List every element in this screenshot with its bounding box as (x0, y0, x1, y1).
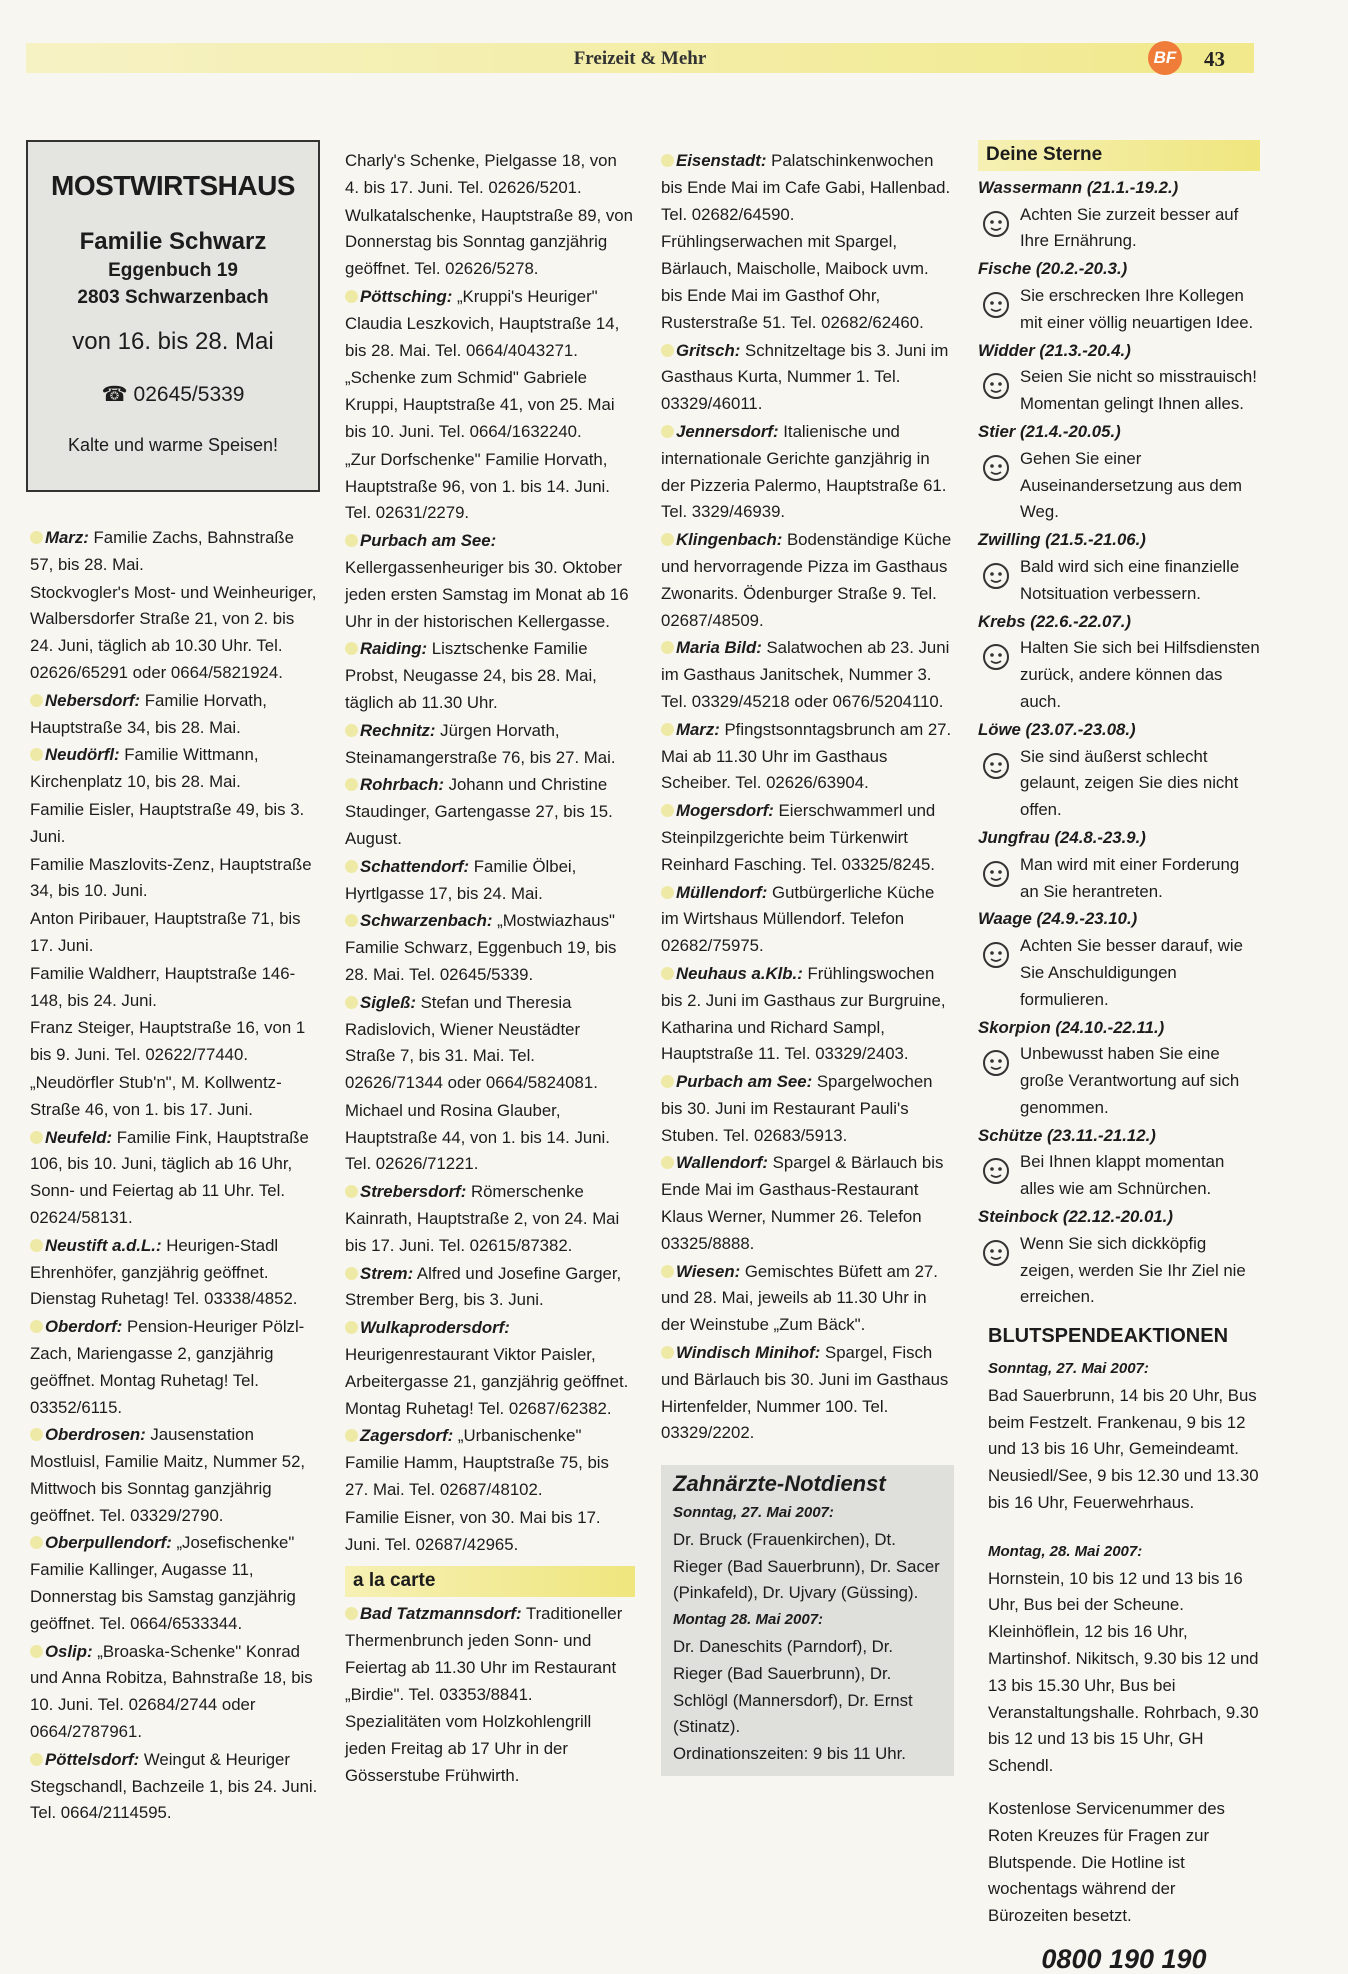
horoscope-sign-text: Bei Ihnen klappt momentan alles wie am Schnürchen. (1020, 1152, 1225, 1199)
hotline-number: 0800 190 190 (1041, 1944, 1207, 1974)
alacarte-list (345, 1601, 635, 1790)
listing-entry (30, 580, 318, 687)
horoscope-sign-name: Waage (24.9.-23.10.) (978, 909, 1138, 929)
listing-entry (661, 635, 954, 715)
listing-text: Frühlingswochen bis 2. Juni im Gasthaus zur Burgruine, Katharina und Richard Sampl, Hauptstraße 11. Tel. 03329/2403. (661, 963, 946, 1064)
listing-entry (30, 1015, 318, 1069)
listing-entry (661, 527, 954, 634)
ad-city: 2803 Schwarzenbach (77, 287, 269, 308)
ad-food: Kalte und warme Speisen! (67, 435, 279, 455)
listing-place: Rohrbach: (345, 775, 444, 794)
sagittarius-icon (980, 1155, 1012, 1187)
listing-text: „Josefischenke" Familie Kallinger, Augasse 11, Donnerstag bis Samstag ganzjährig geöffnet. Tel. 0664/6533344. (30, 1533, 296, 1633)
listing-text: Familie Maszlovits-Zenz, Hauptstraße 34, bis 10. Juni. (30, 854, 312, 901)
listing-text: Gutbürgerliche Küche im Wirtshaus Müllendorf. Telefon 02682/75975. (661, 882, 935, 956)
listing-text: Gemischtes Büfett am 27. und 28. Mai, jeweils ab 11.30 Uhr in der Weinstube „Zum Bäck". (661, 1261, 938, 1335)
blut-date-2: Montag, 28. Mai 2007: (988, 1542, 1143, 1560)
listing-place: Neustift a.d.L.: (30, 1236, 162, 1255)
listing-entry (661, 419, 954, 526)
ad-dates: von 16. bis 28. Mai (72, 328, 274, 355)
zahnarzt-box (661, 1465, 954, 1776)
horoscope-sign-row (978, 852, 1260, 906)
listing-entry (30, 906, 318, 960)
listing-entry (345, 1315, 635, 1422)
horoscope-sign-name: Widder (21.3.-20.4.) (978, 340, 1131, 360)
listing-text: Stefan und Theresia Radislovich, Wiener Neustädter Straße 7, bis 31. Mai. Tel. 02626/71344 oder 0664/5824081. (345, 992, 598, 1093)
listing-text: Familie Horvath, Hauptstraße 34, bis 28. Mai. (30, 690, 267, 737)
listing-text: „Kruppi's Heuriger" Claudia Leszkovich, Hauptstraße 14, bis 28. Mai. Tel. 0664/4043271. (345, 286, 620, 360)
listing-text: Pfingstsonntagsbrunch am 27. Mai ab 11.30 Uhr im Gasthaus Scheiber. Tel. 02626/63904. (661, 719, 952, 793)
zahnarzt-text-1: Dr. Bruck (Frauenkirchen), Dt. Rieger (Bad Sauerbrunn), Dr. Sacer (Pinkafeld), Dr. Ujvary (Güssing). (673, 1529, 940, 1603)
listing-text: „Broaska-Schenke" Konrad und Anna Robitza, Bahnstraße 18, bis 10. Juni. Tel. 02684/2744 oder 0664/2787961. (30, 1641, 313, 1742)
listing-entry (345, 1505, 635, 1559)
listing-text: „Zur Dorfschenke" Familie Horvath, Hauptstraße 96, von 1. bis 14. Juni. Tel. 02631/2279. (345, 449, 610, 523)
horoscope-sign-name: Löwe (23.07.-23.08.) (978, 719, 1136, 739)
listing-text: Familie Wittmann, Kirchenplatz 10, bis 28. Mai. (30, 745, 259, 792)
listing-text: Pension-Heuriger Pölzl-Zach, Mariengasse 2, ganzjährig geöffnet. Montag Ruhetag! Tel. 03352/6115. (30, 1317, 305, 1417)
listing-text: Johann und Christine Staudinger, Gartengasse 27, bis 15. August. (345, 775, 613, 848)
horoscope-sign-name: Jungfrau (24.8.-23.9.) (978, 827, 1146, 847)
listing-entry (345, 990, 635, 1097)
listing-column-3 (661, 148, 954, 1776)
listing-text: Traditioneller Thermenbrunch jeden Sonn- und Feiertag ab 11.30 Uhr im Restaurant „Birdie". Tel. 03353/8841. (345, 1604, 623, 1704)
blut-heading: BLUTSPENDEAKTIONEN (988, 1325, 1229, 1348)
zahnarzt-hours: Ordinationszeiten: 9 bis 11 Uhr. (673, 1744, 906, 1764)
ad-phone: 02645/5339 (133, 383, 245, 406)
listing-entry (30, 797, 318, 851)
listing-place: Maria Bild: (661, 638, 762, 657)
listing-entry (661, 717, 954, 797)
blut-section (988, 1356, 1260, 1973)
listing-entry (30, 1070, 318, 1124)
listing-place: Zagersdorf: (345, 1426, 453, 1445)
horoscope-sign-row (978, 446, 1260, 526)
ad-title: MOSTWIRTSHAUS (51, 170, 295, 201)
listing-place: Purbach am See: (345, 531, 496, 550)
listing-text: „Urbanischenke" Familie Hamm, Hauptstraße 75, bis 27. Mai. Tel. 02687/48102. (345, 1426, 609, 1500)
listing-place: Schattendorf: (345, 857, 469, 876)
blut-text-2: Hornstein, 10 bis 12 und 13 bis 16 Uhr, Bus bei der Scheune. Kleinhöflein, 12 bis 16 Uhr, Martinshof. Nikitsch, 9.30 bis 12 und 13 bis 15.30 Uhr, Bus bei Veranstaltungshalle. Rohrbach, 9.30 bis 12 und 13 bis 15 Uhr, GH Schendl. (988, 1568, 1259, 1776)
listing-text: Michael und Rosina Glauber, Hauptstraße 44, von 1. bis 14. Juni. Tel. 02626/71221. (345, 1100, 610, 1174)
taurus-icon (980, 452, 1012, 484)
listing-text: Spargel & Bärlauch bis Ende Mai im Gasthaus-Restaurant Klaus Werner, Nummer 26. Telefon 03325/8888. (661, 1153, 944, 1253)
listing-place: Windisch Minihof: (661, 1343, 820, 1362)
listing-entry (661, 961, 954, 1068)
listing-place: Strebersdorf: (345, 1182, 466, 1201)
aquarius-icon (980, 208, 1012, 240)
horoscope-sign-text: Unbewusst haben Sie eine große Verantwortung auf sich genommen. (1020, 1044, 1240, 1117)
listing-entry (345, 1098, 635, 1178)
horoscope-sign-row (978, 364, 1260, 418)
listing-text: Salatwochen ab 23. Juni im Gasthaus Janitschek, Nummer 3. Tel. 03329/45218 oder 0676/5204110. (661, 638, 950, 711)
horoscope-sign-name: Schütze (23.11.-21.12.) (978, 1125, 1156, 1145)
listing-text: Alfred und Josefine Garger, Strember Berg, bis 3. Juni. (345, 1263, 622, 1310)
listing-place: Neufeld: (30, 1128, 112, 1147)
scorpio-icon (980, 1047, 1012, 1079)
listing-entry (30, 742, 318, 796)
listing-entry (345, 908, 635, 988)
listing-entry (30, 852, 318, 906)
zahnarzt-title: Zahnärzte-Notdienst (673, 1471, 886, 1497)
listing-entry (345, 203, 635, 283)
zahnarzt-text-2: Dr. Daneschits (Parndorf), Dr. Rieger (Bad Sauerbrunn), Dr. Schlögl (Mannersdorf), Dr. Ernst (Stinatz). (673, 1637, 913, 1737)
listing-entry (30, 1747, 318, 1827)
listing-entry (345, 365, 635, 445)
gemini-icon (980, 560, 1012, 592)
horoscope-sign-row (978, 744, 1260, 824)
listing-text: „Neudörfler Stub'n", M. Kollwentz-Straße 46, von 1. bis 17. Juni. (30, 1072, 282, 1119)
horoscope-sign-name: Zwilling (21.5.-21.06.) (978, 530, 1146, 550)
listing-column-1 (30, 525, 318, 1828)
listing-place: Bad Tatzmannsdorf: (345, 1604, 522, 1623)
listing-text: Italienische und internationale Gerichte ganzjährig in der Pizzeria Palermo, Hauptstraße 61. Tel. 3329/46939. (661, 421, 947, 522)
leo-icon (980, 750, 1012, 782)
listing-text: Bodenständige Küche und hervorragende Pizza im Gasthaus Zwonarits. Ödenburger Straße 9. Tel. 02687/48509. (661, 530, 952, 630)
listing-text: Stockvogler's Most- und Weinheuriger, Walbersdorfer Straße 21, von 2. bis 24. Juni, täglich ab 10.30 Uhr. Tel. 02626/65291 oder 0664/5821924. (30, 582, 317, 682)
horoscope-sign-row (978, 933, 1260, 1013)
blut-info: Kostenlose Servicenummer des Roten Kreuzes für Fragen zur Blutspende. Die Hotline ist wochentags während der Bürozeiten besetzt. (988, 1799, 1225, 1926)
horoscope-sign-text: Wenn Sie sich dickköpfig zeigen, werden Sie Ihr Ziel nie erreichen. (1020, 1233, 1246, 1307)
listing-entry (345, 1601, 635, 1708)
horoscope-sign-row (978, 283, 1260, 337)
listing-text: Lisztschenke Familie Probst, Neugasse 24, bis 28. Mai, täglich ab 11.30 Uhr. (345, 639, 597, 712)
listing-entry (661, 148, 954, 228)
listing-place: Oberdrosen: (30, 1425, 146, 1444)
listing-entry (345, 718, 635, 772)
listing-entry (30, 1314, 318, 1421)
listing-text: Familie Waldherr, Hauptstraße 146-148, bis 24. Juni. (30, 963, 296, 1010)
listing-place: Neuhaus a.Klb.: (661, 964, 803, 983)
listing-text: Römerschenke Kainrath, Hauptstraße 2, von 24. Mai bis 17. Juni. Tel. 02615/87382. (345, 1182, 620, 1255)
listing-entry (661, 338, 954, 418)
listing-text: Spargelwochen bis 30. Juni im Restaurant Pauli's Stuben. Tel. 02683/5913. (661, 1072, 933, 1145)
ad-family: Familie Schwarz (79, 228, 267, 255)
blut-text-1: Bad Sauerbrunn, 14 bis 20 Uhr, Bus beim Festzelt. Frankenau, 9 bis 12 und 13 bis 16 Uhr, Gemeindeamt. Neusiedl/See, 9 bis 12.30 und 13.30 bis 16 Uhr, Feuerwehrhaus. (988, 1385, 1259, 1513)
listing-entry (661, 1259, 954, 1339)
listing-entry (661, 880, 954, 960)
listing-place: Eisenstadt: (661, 151, 766, 170)
listing-text: Charly's Schenke, Pielgasse 18, von 4. bis 17. Juni. Tel. 02626/5201. (345, 151, 617, 197)
horoscope-sign-row (978, 1041, 1260, 1121)
horoscope-sign-row (978, 1231, 1260, 1311)
listing-text: Frühlingserwachen mit Spargel, Bärlauch, Maischolle, Maibock uvm. bis Ende Mai im Gasthof Ohr, Rusterstraße 51. Tel. 02682/62460. (661, 232, 929, 332)
ad-street: Eggenbuch 19 (108, 260, 238, 281)
virgo-icon (980, 858, 1012, 890)
listing-text: Spezialitäten vom Holzkohlengrill jeden Freitag ab 17 Uhr in der Gösserstube Frühwirth. (345, 1712, 592, 1786)
cancer-icon (980, 641, 1012, 673)
listing-text: Familie Fink, Hauptstraße 106, bis 10. Juni, täglich ab 16 Uhr, Sonn- und Feiertag ab 11 Uhr. Tel. 02624/58131. (30, 1127, 309, 1227)
listing-entry (30, 525, 318, 579)
listing-entry (661, 229, 954, 336)
listing-place: Schwarzenbach: (345, 911, 492, 930)
horoscope-sign-name: Wassermann (21.1.-19.2.) (978, 177, 1179, 197)
horoscope-sign-text: Achten Sie zurzeit besser auf Ihre Ernährung. (1020, 204, 1239, 251)
listing-entry (345, 284, 635, 364)
aries-icon (980, 370, 1012, 402)
listing-text: „Schenke zum Schmid" Gabriele Kruppi, Hauptstraße 41, von 25. Mai bis 10. Juni. Tel. 0664/1632240. (345, 368, 615, 441)
listing-text: Heurigenrestaurant Viktor Paisler, Arbeitergasse 21, ganzjährig geöffnet. Montag Ruhetag! Tel. 02687/62382. (345, 1345, 629, 1418)
listing-text: Familie Zachs, Bahnstraße 57, bis 28. Mai. (30, 528, 295, 574)
horoscope-sign-text: Achten Sie besser darauf, wie Sie Anschuldigungen formulieren. (1020, 936, 1243, 1009)
alacarte-heading: a la carte (345, 1566, 635, 1597)
telephone-icon: ☎ (101, 383, 128, 406)
listing-place: Nebersdorf: (30, 691, 140, 710)
bf-logo: BF (1148, 41, 1182, 75)
horoscope-sign-row (978, 554, 1260, 608)
listing-entry (30, 1233, 318, 1313)
listing-place: Strem: (345, 1264, 413, 1283)
listing-place: Wallendorf: (661, 1153, 768, 1172)
listing-entry (345, 1261, 635, 1315)
listing-entry (345, 1179, 635, 1259)
horoscope-sign-text: Seien Sie nicht so misstrauisch! Momentan gelingt Ihnen alles. (1020, 367, 1257, 414)
horoscope-sign-name: Krebs (22.6.-22.07.) (978, 611, 1131, 631)
zahnarzt-date-2: Montag 28. Mai 2007: (673, 1611, 824, 1629)
listing-place: Purbach am See: (661, 1072, 812, 1091)
listing-text: Heurigen-Stadl Ehrenhöfer, ganzjährig geöffnet. Dienstag Ruhetag! Tel. 03338/4852. (30, 1235, 298, 1309)
horoscope-sign-text: Bald wird sich eine finanzielle Notsituation verbessern. (1020, 556, 1240, 603)
listing-entry (30, 688, 318, 742)
capricorn-icon (980, 1237, 1012, 1269)
listing-entry (30, 1639, 318, 1746)
listing-text: Schnitzeltage bis 3. Juni im Gasthaus Kurta, Nummer 1. Tel. 03329/46011. (661, 340, 949, 414)
horoscope-sign-name: Skorpion (24.10.-22.11.) (978, 1017, 1165, 1037)
listing-text: Familie Eisner, von 30. Mai bis 17. Juni. Tel. 02687/42965. (345, 1507, 601, 1554)
horoscope-sign-text: Man wird mit einer Forderung an Sie herantreten. (1020, 854, 1240, 901)
listing-text: Franz Steiger, Hauptstraße 16, von 1 bis 9. Juni. Tel. 02622/77440. (30, 1018, 306, 1065)
listing-place: Marz: (661, 720, 720, 739)
listing-entry (345, 528, 635, 635)
listing-entry (345, 1423, 635, 1503)
listing-entry (30, 1422, 318, 1529)
horoscope-sign-row (978, 202, 1260, 256)
listing-place: Wiesen: (661, 1262, 740, 1281)
pisces-icon (980, 289, 1012, 321)
horoscope-sign-name: Steinbock (22.12.-20.01.) (978, 1207, 1173, 1227)
listing-entry (345, 854, 635, 908)
listing-place: Müllendorf: (661, 883, 767, 902)
section-title: Freizeit & Mehr (573, 48, 707, 69)
page-number: 43 (1204, 47, 1225, 71)
listing-entry (661, 1340, 954, 1447)
horoscope-sign-text: Sie sind äußerst schlecht gelaunt, zeigen Sie dies nicht offen. (1020, 746, 1239, 820)
listing-place: Gritsch: (661, 341, 740, 360)
listing-place: Jennersdorf: (661, 422, 779, 441)
listing-place: Neudörfl: (30, 745, 120, 764)
ad-phone-line (28, 382, 318, 407)
listing-entry (345, 148, 635, 202)
mostwirtshaus-ad (26, 140, 320, 492)
horoscope-sign-name: Fische (20.2.-20.3.) (978, 259, 1128, 279)
listing-place: Rechnitz: (345, 721, 436, 740)
listing-text: Anton Piribauer, Hauptstraße 71, bis 17. Juni. (30, 909, 301, 955)
listing-place: Klingenbach: (661, 530, 782, 549)
listing-place: Raiding: (345, 639, 427, 658)
listing-place: Oslip: (30, 1642, 93, 1661)
listing-text: Weingut & Heuriger Stegschandl, Bachzeile 1, bis 24. Juni. Tel. 0664/2114595. (30, 1749, 318, 1823)
zahnarzt-date-1: Sonntag, 27. Mai 2007: (673, 1504, 834, 1522)
libra-icon (980, 939, 1012, 971)
listing-entry (30, 1530, 318, 1637)
horoscope-sign-row (978, 1149, 1260, 1203)
listing-text: Wulkatalschenke, Hauptstraße 89, von Donnerstag bis Sonntag ganzjährig geöffnet. Tel. 02626/5278. (345, 205, 633, 279)
horoscope-sign-text: Halten Sie sich bei Hilfsdiensten zurück, andere können das auch. (1020, 638, 1260, 711)
listing-entry (30, 961, 318, 1015)
blut-date-1: Sonntag, 27. Mai 2007: (988, 1360, 1149, 1378)
side-column (978, 144, 1260, 1974)
listing-place: Marz: (30, 528, 89, 547)
listing-entry (345, 1709, 635, 1789)
listing-text: Jausenstation Mostluisl, Familie Maitz, Nummer 52, Mittwoch bis Sonntag ganzjährig geöffnet. Tel. 03329/2790. (30, 1425, 306, 1525)
listing-text: Eierschwammerl und Steinpilzgerichte beim Türkenwirt Reinhard Fasching. Tel. 03325/8245. (661, 801, 936, 874)
listing-place: Pöttsching: (345, 287, 452, 306)
listing-text: Spargel, Fisch und Bärlauch bis 30. Juni im Gasthaus Hirtenfelder, Nummer 100. Tel. 03329/2202. (661, 1343, 949, 1443)
listing-place: Wulkaprodersdorf: (345, 1318, 510, 1337)
horoscope-sign-name: Stier (21.4.-20.05.) (978, 421, 1121, 441)
horoscope-list (978, 175, 1260, 1311)
listing-entry (30, 1125, 318, 1232)
listing-list-3 (661, 148, 954, 1447)
horoscope-sign-text: Sie erschrecken Ihre Kollegen mit einer völlig neuartigen Idee. (1020, 285, 1254, 332)
listing-entry (661, 1150, 954, 1257)
listing-text: Familie Eisler, Hauptstraße 49, bis 3. Juni. (30, 799, 305, 846)
listing-text: Palatschinkenwochen bis Ende Mai im Cafe Gabi, Hallenbad. Tel. 02682/64590. (661, 151, 951, 224)
horoscope-sign-row (978, 635, 1260, 715)
listing-text: „Mostwiazhaus" Familie Schwarz, Eggenbuch 19, bis 28. Mai. Tel. 02645/5339. (345, 911, 617, 984)
listing-entry (345, 636, 635, 716)
listing-place: Pöttelsdorf: (30, 1750, 139, 1769)
page-header (26, 43, 1254, 73)
listing-entry (345, 772, 635, 852)
listing-place: Oberpullendorf: (30, 1533, 172, 1552)
listing-place: Mogersdorf: (661, 801, 774, 820)
listing-entry (345, 447, 635, 527)
listing-list-2 (345, 148, 635, 1558)
listing-place: Sigleß: (345, 993, 416, 1012)
listing-entry (661, 1069, 954, 1149)
listing-place: Oberdorf: (30, 1317, 122, 1336)
listing-entry (661, 798, 954, 878)
listing-column-2 (345, 148, 635, 1791)
listing-text: Jürgen Horvath, Steinamangerstraße 76, bis 27. Mai. (345, 720, 616, 767)
horoscope-heading: Deine Sterne (978, 140, 1260, 171)
horoscope-sign-text: Gehen Sie einer Auseinandersetzung aus dem Weg. (1020, 448, 1243, 522)
listing-text: Kellergassenheuriger bis 30. Oktober jeden ersten Samstag im Monat ab 16 Uhr in der historischen Kellergasse. (345, 557, 629, 631)
listing-text: Familie Ölbei, Hyrtlgasse 17, bis 24. Mai. (345, 856, 577, 903)
